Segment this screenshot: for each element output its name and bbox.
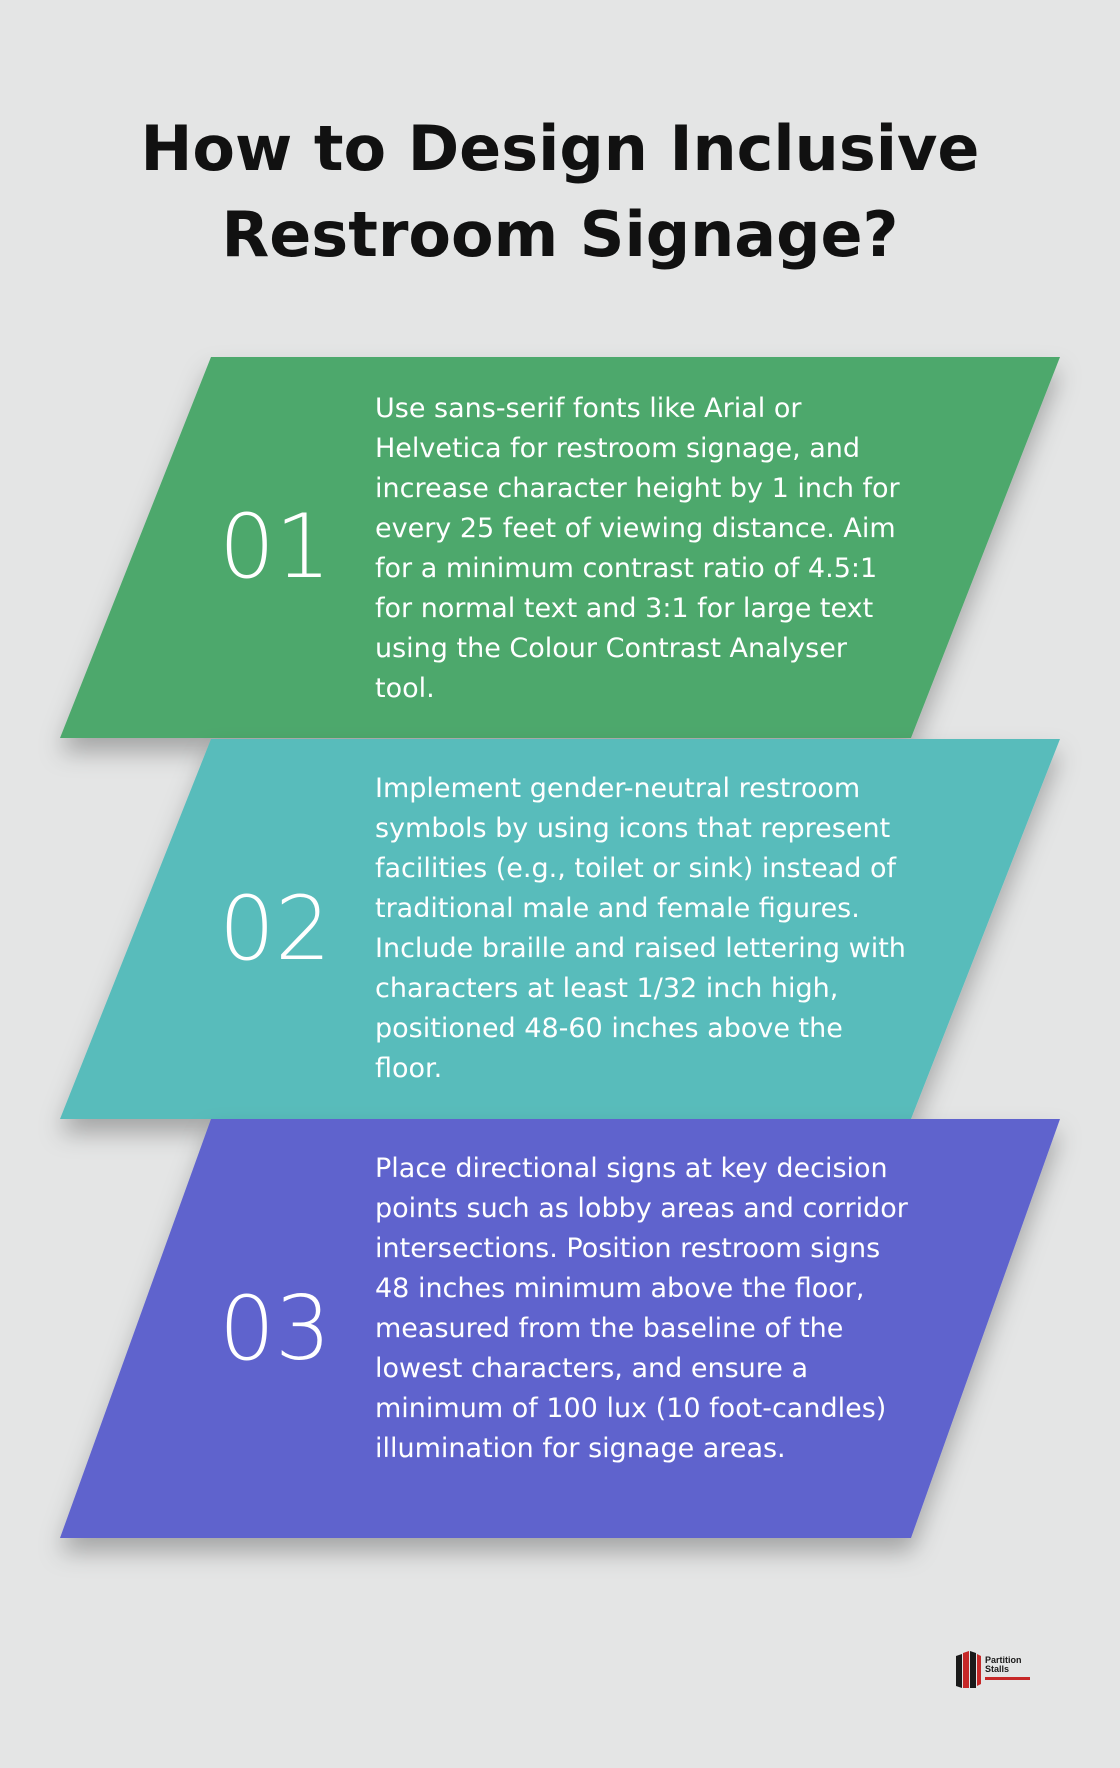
- step-card-2: [0, 739, 1120, 1119]
- logo-tagline-bar: [985, 1677, 1030, 1680]
- step-card-3: [0, 1119, 1120, 1539]
- step-card-1: [0, 357, 1120, 739]
- page-title: [0, 106, 1120, 278]
- partition-stalls-logo-icon: [954, 1650, 982, 1690]
- step-number-3: 03: [219, 1277, 331, 1380]
- step-text-1: Use sans-serif fonts like Arial or Helvetica for restroom signage, and increase character height by 1 inch for every 25 feet of viewing distance. Aim for a minimum contrast ratio of 4.5:1 for normal text and 3:1 for large text using the Colour Contrast Analyser tool.: [375, 393, 900, 704]
- title-line-1: How to Design Inclusive: [140, 112, 980, 185]
- step-number-1: 01: [219, 495, 331, 598]
- step-number-2: 02: [219, 877, 331, 980]
- step-text-3: Place directional signs at key decision points such as lobby areas and corridor intersections. Position restroom signs 48 inches minimum above the floor, measured from the baseline of the lowest characters, and ensure a minimum of 100 lux (10 foot-candles) illumination for signage areas.: [375, 1153, 908, 1464]
- title-line-2: Restroom Signage?: [221, 198, 899, 271]
- brand-logo: [954, 1650, 1034, 1690]
- logo-name: Partition Stalls: [985, 1655, 1022, 1674]
- step-text-2: Implement gender-neutral restroom symbols by using icons that represent facilities (e.g., toilet or sink) instead of traditional male and female figures. Include braille and raised lettering with characters at least 1/32 inch high, positioned 48-60 inches above the floor.: [375, 773, 906, 1084]
